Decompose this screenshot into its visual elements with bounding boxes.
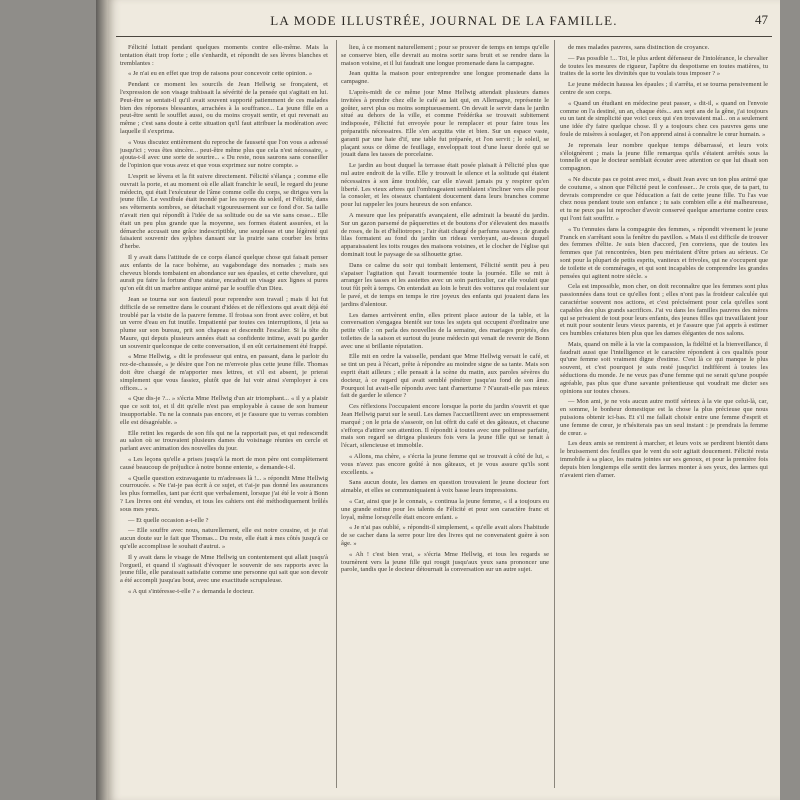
paragraph: « Quelle question extravagante tu m'adresses là !... » répondit Mme Hellwig courroucée. « Ne t'ai-je pas écrit à ce sujet, et t'ai-je pas donné les assurances les plus formelles, tant par écrit que verbalement, lorsque j'ai été le voir à Bonn ? Les livres ont été vendus, et tous les cahiers ont été méthodiquement brûlés sous mes yeux. — [120, 474, 328, 513]
paragraph: Jean se tourna sur son fauteuil pour reprendre son travail ; mais il lui fut difficile de se remettre dans le courant d'idées et de réflexions qui avait déjà été troublé par la visite de la pauvre femme. Il froissa son front avec colère, et but un verre d'eau en fut inutile. Impatienté par toutes ces interruptions, il jeta sa plume sur son bureau, prit son chapeau et descendit l'escalier. Si la tête du Maure, qui depuis plusieurs années était sa confidente intime, avait pu garder un souvenir quelconque de cette conversation, il en eût certainement été frappé. — [120, 295, 328, 350]
paragraph: Ces réflexions l'occupaient encore lorsque la porte du jardin s'ouvrit et que Jean Hellwig parut sur le seuil. Les dames l'accueillirent avec un empressement marqué ; on le pria de s'asseoir, on lui offrit du café et des gâteaux, et chacune s'efforça d'attirer son attention. Il répondit à toutes avec une politesse parfaite, mais son regard se dirigea plusieurs fois vers la jeune fille qui se tenait à l'écart, silencieuse et immobile. — [341, 403, 549, 450]
paragraph: Il y avait dans le visage de Mme Hellwig un contentement qui allait jusqu'à l'orgueil, et quand il s'agissait d'évoquer le souvenir de ses rapports avec la jeune fille, elle paraissait satisfaite comme une personne qui sait que son devoir a été accompli jusqu'au bout, avec une exactitude scrupuleuse. — [120, 553, 328, 585]
paragraph: « Ne discute pas ce point avec moi, » disait Jean avec un ton plus animé que de coutume, « sinon que Félicité peut le confesser... Je crois que, de ta part, tu devrais comprendre ce que l'éducation a fait de cette jeune fille. Tu l'as vue chez nous pendant toute son enfance ; tu sais combien elle a été malheureuse, et tu ne peux pas lui reprocher d'avoir conservé quelque amertume contre ceux qui l'ont fait souffrir. » — [560, 175, 768, 222]
paragraph: L'après-midi de ce même jour Mme Hellwig attendait plusieurs dames invitées à prendre chez elle le café au lait qui, en Allemagne, représente le goûter, servi plus ou moins somptueusement. On devait le servir dans le jardin situé au dehors de la ville, et comme Frédérika se trouvait subitement indisposée, Félicité fut envoyée pour le remplacer et pour faire tous les préparatifs nécessaires. Elle s'en acquitta vite et bien. Sur un espace vaste, garanti par une haie d'if, une table fut préparée, et l'on servit ; le soleil, se plaçant sous ce dôme de feuillage, enveloppait tout d'une lueur dorée qui se jouait dans les tasses de porcelaine. — [341, 88, 549, 159]
paragraph: — Mon ami, je ne vois aucun autre motif sérieux à la vie que celui-là, car, en somme, le bonheur domestique est la chose la plus précieuse que nous puissions obtenir ici-bas. Et s'il me fallait choisir entre une femme d'esprit et une femme de cœur, je n'hésiterais pas un seul instant : je prendrais la femme de cœur. » — [560, 398, 768, 437]
paragraph: « Quand un étudiant en médecine peut passer, » dit-il, « quand on l'envoie comme on l'a destiné, un an, chaque étés... aux sept ans de la gêne, j'ai toujours eu un tant de simplicité que voici ceux qui s'en trouvaient mal... on a seulement une idée d'y faire quelque chose. Il y a toujours chez ces pauvres gens une foule de misères à soulager, et l'on apprend ainsi à connaître le cœur humain. » — [560, 99, 768, 138]
paragraph: Je reprenais leur nombre quelque temps débarrassé, et leurs voix s'éloignèrent ; mais la jeune fille remarqua qu'ils s'étaient arrêtés sous la tonnelle et que le docteur semblait écouter avec attention ce que lui disait son compagnon. — [560, 141, 768, 173]
paragraph: — Et quelle occasion a-t-elle ? — [128, 516, 209, 524]
paragraph: Le jardin au bout duquel la terrasse était posée plaisait à Félicité plus que nul autre endroit de la ville. Elle y trouvait le silence et la solitude qui étaient nécessaires à son âme troublée, car elle n'avait jamais pu y respirer qu'en liberté. Les vieux arbres qui l'ombrageaient semblaient s'incliner vers elle pour la consoler, et les oiseaux chantaient doucement dans leurs branches comme pour lui rappeler les jours heureux de son enfance. — [341, 162, 549, 209]
paragraph: Il y avait dans l'attitude de ce corps élancé quelque chose qui faisait penser aux enfants de la race bohème, au vagabondage des nomades ; mais ses cheveux blonds tombaient en abondance sur ses épaules, et cette chevelure, qui aurait pu faire la fortune d'une statue, encadrait un visage aux lignes si pures qu'on eût dit un marbre antique animé par le souffle d'un Dieu. — [120, 253, 328, 293]
paragraph: Mais, quand on mêle à la vie la compassion, la fidélité et la bienveillance, il faudrait aussi que l'intelligence et le caractère répondent à ces qualités pour qu'une femme soit vraiment digne d'estime. C'est là ce qui manque le plus souvent, et c'est pourquoi je suis resté jusqu'ici indifférent à toutes les séductions du monde. Je ne veux pas d'une femme qui ne serait qu'une poupée agréable, pas plus que d'une savante prétentieuse qui voudrait me dicter ses opinions sur toutes choses. — [560, 340, 768, 395]
paragraph: « Vous discutez entièrement du reproche de fausseté que l'on vous a adressé jusqu'ici ; vous êtes sincère... peut-être même plus que cela n'est nécessaire, » ajouta-t-il avec une sorte de sourire... « Du reste, nous saurons sans conseiller de l'opinion que vous avez et que vous exprimez sur notre compte. » — [120, 138, 328, 170]
paragraph: « Ah ! c'est bien vrai, » s'écria Mme Hellwig, et tous les regards se tournèrent vers la jeune fille qui rougit jusqu'aux yeux sans prononcer une parole, tandis que le docteur détournait la conversation sur un autre sujet. — [341, 550, 549, 574]
paragraph: « Car, ainsi que je le connais, » continua la jeune femme, « il a toujours eu une grande estime pour les talents de Félicité et pour son caractère franc et loyal, même lorsqu'elle était encore enfant. » — [341, 498, 549, 521]
text-column-2 — [341, 44, 549, 788]
paragraph: « Tu t'ennuies dans la compagnie des femmes, » répondit vivement le jeune Franck en s'arrêtant sous la fenêtre du pavillon. « Mais il est difficile de trouver des femmes d'élite. Je suis bien d'accord, j'en conviens, que de toutes les femmes que j'ai rencontrées, bien peu méritaient d'être prises au sérieux. Ce sont pour la plupart de petits esprits, vaniteux et frivoles, qui ne s'occupent que de toilette et de commérages, et qui sont incapables de comprendre les grandes pensées qui agitent notre siècle. » — [560, 225, 768, 280]
paragraph: « Que dis-je ?... » s'écria Mme Hellwig d'un air triomphant... « il y a plaisir que ce soit toi, et il dit qu'elle n'est pas employable à cause de son humeur insupportable. Tu ne la connais pas encore, et je t'assure que tu verras combien elle est désagréable. » — [120, 395, 328, 426]
running-head: LA MODE ILLUSTRÉE, JOURNAL DE LA FAMILLE. — [270, 13, 618, 28]
paragraph: Félicité luttait pendant quelques moments contre elle-même. Mais la tentation était trop forte ; elle s'enhardit, et répondit de ses lèvres blanches et tremblantes : — [120, 44, 328, 67]
paragraph: — Elle souffre avec nous, naturellement, elle est notre cousine, et je n'ai aucun doute sur le fait que Thomas... Du reste, elle était à mes côtés jusqu'à ce qu'elle accomplisse le souhait d'autrui. » — [120, 527, 328, 551]
paragraph: « Mme Hellwig, » dit le professeur qui entra, en passant, dans le parloir du rez-de-chaussée, « je désire que l'on ne m'envoie plus cette jeune fille. Thomas doit être chargé de m'apporter mes lettres, et s'il est absent, je prierai simplement que vous fassiez, plutôt que de lui voir ainsi s'employer à ces offices... » — [120, 353, 328, 392]
column-divider — [336, 40, 337, 788]
column-divider — [554, 40, 555, 788]
paragraph: Les deux amis se remirent à marcher, et leurs voix se perdirent bientôt dans le bruissement des feuilles que le vent du soir agitait doucement. Félicité resta immobile à sa place, les mains jointes sur ses genoux, et pour la première fois depuis bien longtemps elle sentit des larmes monter à ses yeux, des larmes qui n'avaient rien d'amer. — [560, 440, 768, 479]
paragraph: de mes malades pauvres, sans distinction de croyance. — [568, 44, 710, 51]
paragraph: Cela est impossible, mon cher, on doit reconnaître que les femmes sont plus passionnées dans tout ce qu'elles font ; elles n'ont pas la froideur calculée qui caractérise souvent nos actions, et c'est précisément pour cela qu'elles sont capables des plus grands sacrifices. J'ai vu dans les familles pauvres des mères qui se privaient de tout pour leurs enfants, des jeunes filles qui travaillaient jour et nuit pour soutenir leurs vieux parents, et je t'assure que j'ai appris à estimer ces humbles créatures bien plus que les dames élégantes de nos salons. — [560, 283, 768, 338]
header-rule — [116, 36, 772, 37]
paragraph: lieu, à ce moment naturellement ; pour se prouver de temps en temps qu'elle se conserve bien, elle devrait au moins sortir sans bruit et se rendre dans la maison voisine, et il lui faudrait une longue promenade dans la campagne. — [341, 44, 549, 67]
paragraph: Pendant ce moment les sourcils de Jean Hellwig se fronçaient, et l'expression de son visage trahissait la sévérité de la pensée qui s'agitait en lui. Peut-être se sentait-il qu'il avait souvent supporté patiemment de ces malades bien des réponses blessantes, arrachées à la souffrance... La jeune fille en a peut-être senti le soufflet aussi, ou du moins croyait sentir, et qui revenait au même ; c'est sans doute à cette situation qu'il faut attribuer la modération avec laquelle il s'exprima. — [120, 81, 328, 135]
paragraph: « Je n'ai pas oublié, » répondit-il simplement, « qu'elle avait alors l'habitude de se cacher dans la serre pour lire des livres qui ne convenaient guère à son âge. » — [341, 524, 549, 548]
paragraph: A mesure que les préparatifs avançaient, elle admirait la beauté du jardin. Sur un gazon parsemé de pâquerettes et de boutons d'or s'élevaient des massifs de roses, de lis et d'héliotropes ; l'air était chargé de parfums suaves ; de grands lilas formaient au fond du jardin un rideau verdoyant, au-dessus duquel apparaissaient les toits rouges des maisons voisines, et le clocher de l'église qui dominait tout le paysage de sa silhouette grise. — [341, 211, 549, 258]
text-column-3 — [560, 44, 768, 788]
paragraph: Jean quitta la maison pour entreprendre une longue promenade dans la campagne. — [341, 70, 549, 86]
paragraph: « A qui s'intéresse-t-elle ? » demanda le docteur. — [128, 588, 254, 595]
paragraph: L'esprit se lèvera et la fit suivre directement. Félicité s'élança ; comme elle ouvrait la porte, et au moment où elle allait franchir le seuil, le regard du jeune médecin, qui était l'exécuteur de l'âme comme celle du corps, se dirigea vers la jeune fille. Le vestibule était inondé par les rayons du soleil, et Félicité, dans ses vêtements sombres, se détachait vigoureusement sur ce fond d'or. Sa taille n'avait rien qui répondît à l'idée de sa solitude ou de sa vie sans cesse... Elle était un peu plus grande que la moyenne, ses formes étaient assurées, et la démarche accusait une grâce indescriptible, une souplesse et une légèreté qui faisaient souvenir des sylphes dansant sur la prairie sans courber les brins d'herbe. — [120, 172, 328, 251]
paragraph: Sans aucun doute, les dames en question trouvaient le jeune docteur fort aimable, et elles se communiquaient à voix basse leurs impressions. — [341, 479, 549, 495]
paragraph: Elle mit en ordre la vaisselle, pendant que Mme Hellwig versait le café, et se tint un peu à l'écart, prête à répondre au moindre signe de sa tante. Mais son esprit était ailleurs ; elle pensait à la scène du matin, aux paroles sévères du docteur, à ce regard qui avait semblé pénétrer jusqu'au fond de son âme. Pourquoi lui avait-elle répondu avec tant d'amertume ? N'aurait-elle pas mieux fait de garder le silence ? — [341, 353, 549, 400]
text-column-1 — [120, 44, 328, 788]
paragraph: Le jeune médecin haussa les épaules ; il s'arrêta, et se tourna pensivement le centre de son corps. — [560, 81, 768, 96]
paragraph: Elle retint les regards de son fils qui ne la rapportait pas, et qui redescendit au salon où se trouvaient plusieurs dames du voisinage réunies en cercle et parlant avec animation des nouvelles du jour. — [120, 429, 328, 453]
page-number: 47 — [755, 12, 768, 27]
paragraph: « Je n'ai eu en effet que trop de raisons pour concevoir cette opinion. » — [128, 70, 313, 78]
paragraph: — Pas possible !... Toi, le plus ardent défenseur de l'intolérance, le chevalier de toutes les mesures de rigueur, l'apôtre du despotisme en toutes matières, tu traites de la sorte les divinités que tu voulais tous imposer ? » — [560, 54, 768, 78]
paragraph: Dans ce calme du soir qui tombait lentement, Félicité sentit peu à peu s'apaiser l'agitation qui l'avait tourmentée toute la journée. Elle se mit à arranger les tasses et les assiettes avec un soin particulier, car elle voulait que tout fût prêt à temps. On entendait au loin le bruit des voitures qui roulaient sur le pavé, et de temps en temps le rire joyeux des enfants qui jouaient dans les jardins d'alentour. — [341, 261, 549, 308]
paragraph: Les dames arrivèrent enfin, elles prirent place autour de la table, et la conversation s'engagea bientôt sur tous les sujets qui occupent d'ordinaire une petite ville : on parla des nouvelles de la semaine, des mariages projetés, des toilettes de la saison et surtout du jeune médecin qui venait de revenir de Bonn avec une si brillante réputation. — [341, 311, 549, 350]
paragraph: « Allons, ma chère, » s'écria la jeune femme qui se trouvait à côté de lui, « vous n'avez pas encore goûté à nos gâteaux, et je vous assure qu'ils sont excellents. » — [341, 453, 549, 476]
page-header — [108, 10, 780, 32]
scanned-page — [108, 0, 780, 800]
paragraph: « Les leçons qu'elle a prises jusqu'à la mort de mon père ont complètement causé beaucoup de préjudice à notre bonne entente, » demande-t-il. — [120, 456, 328, 471]
